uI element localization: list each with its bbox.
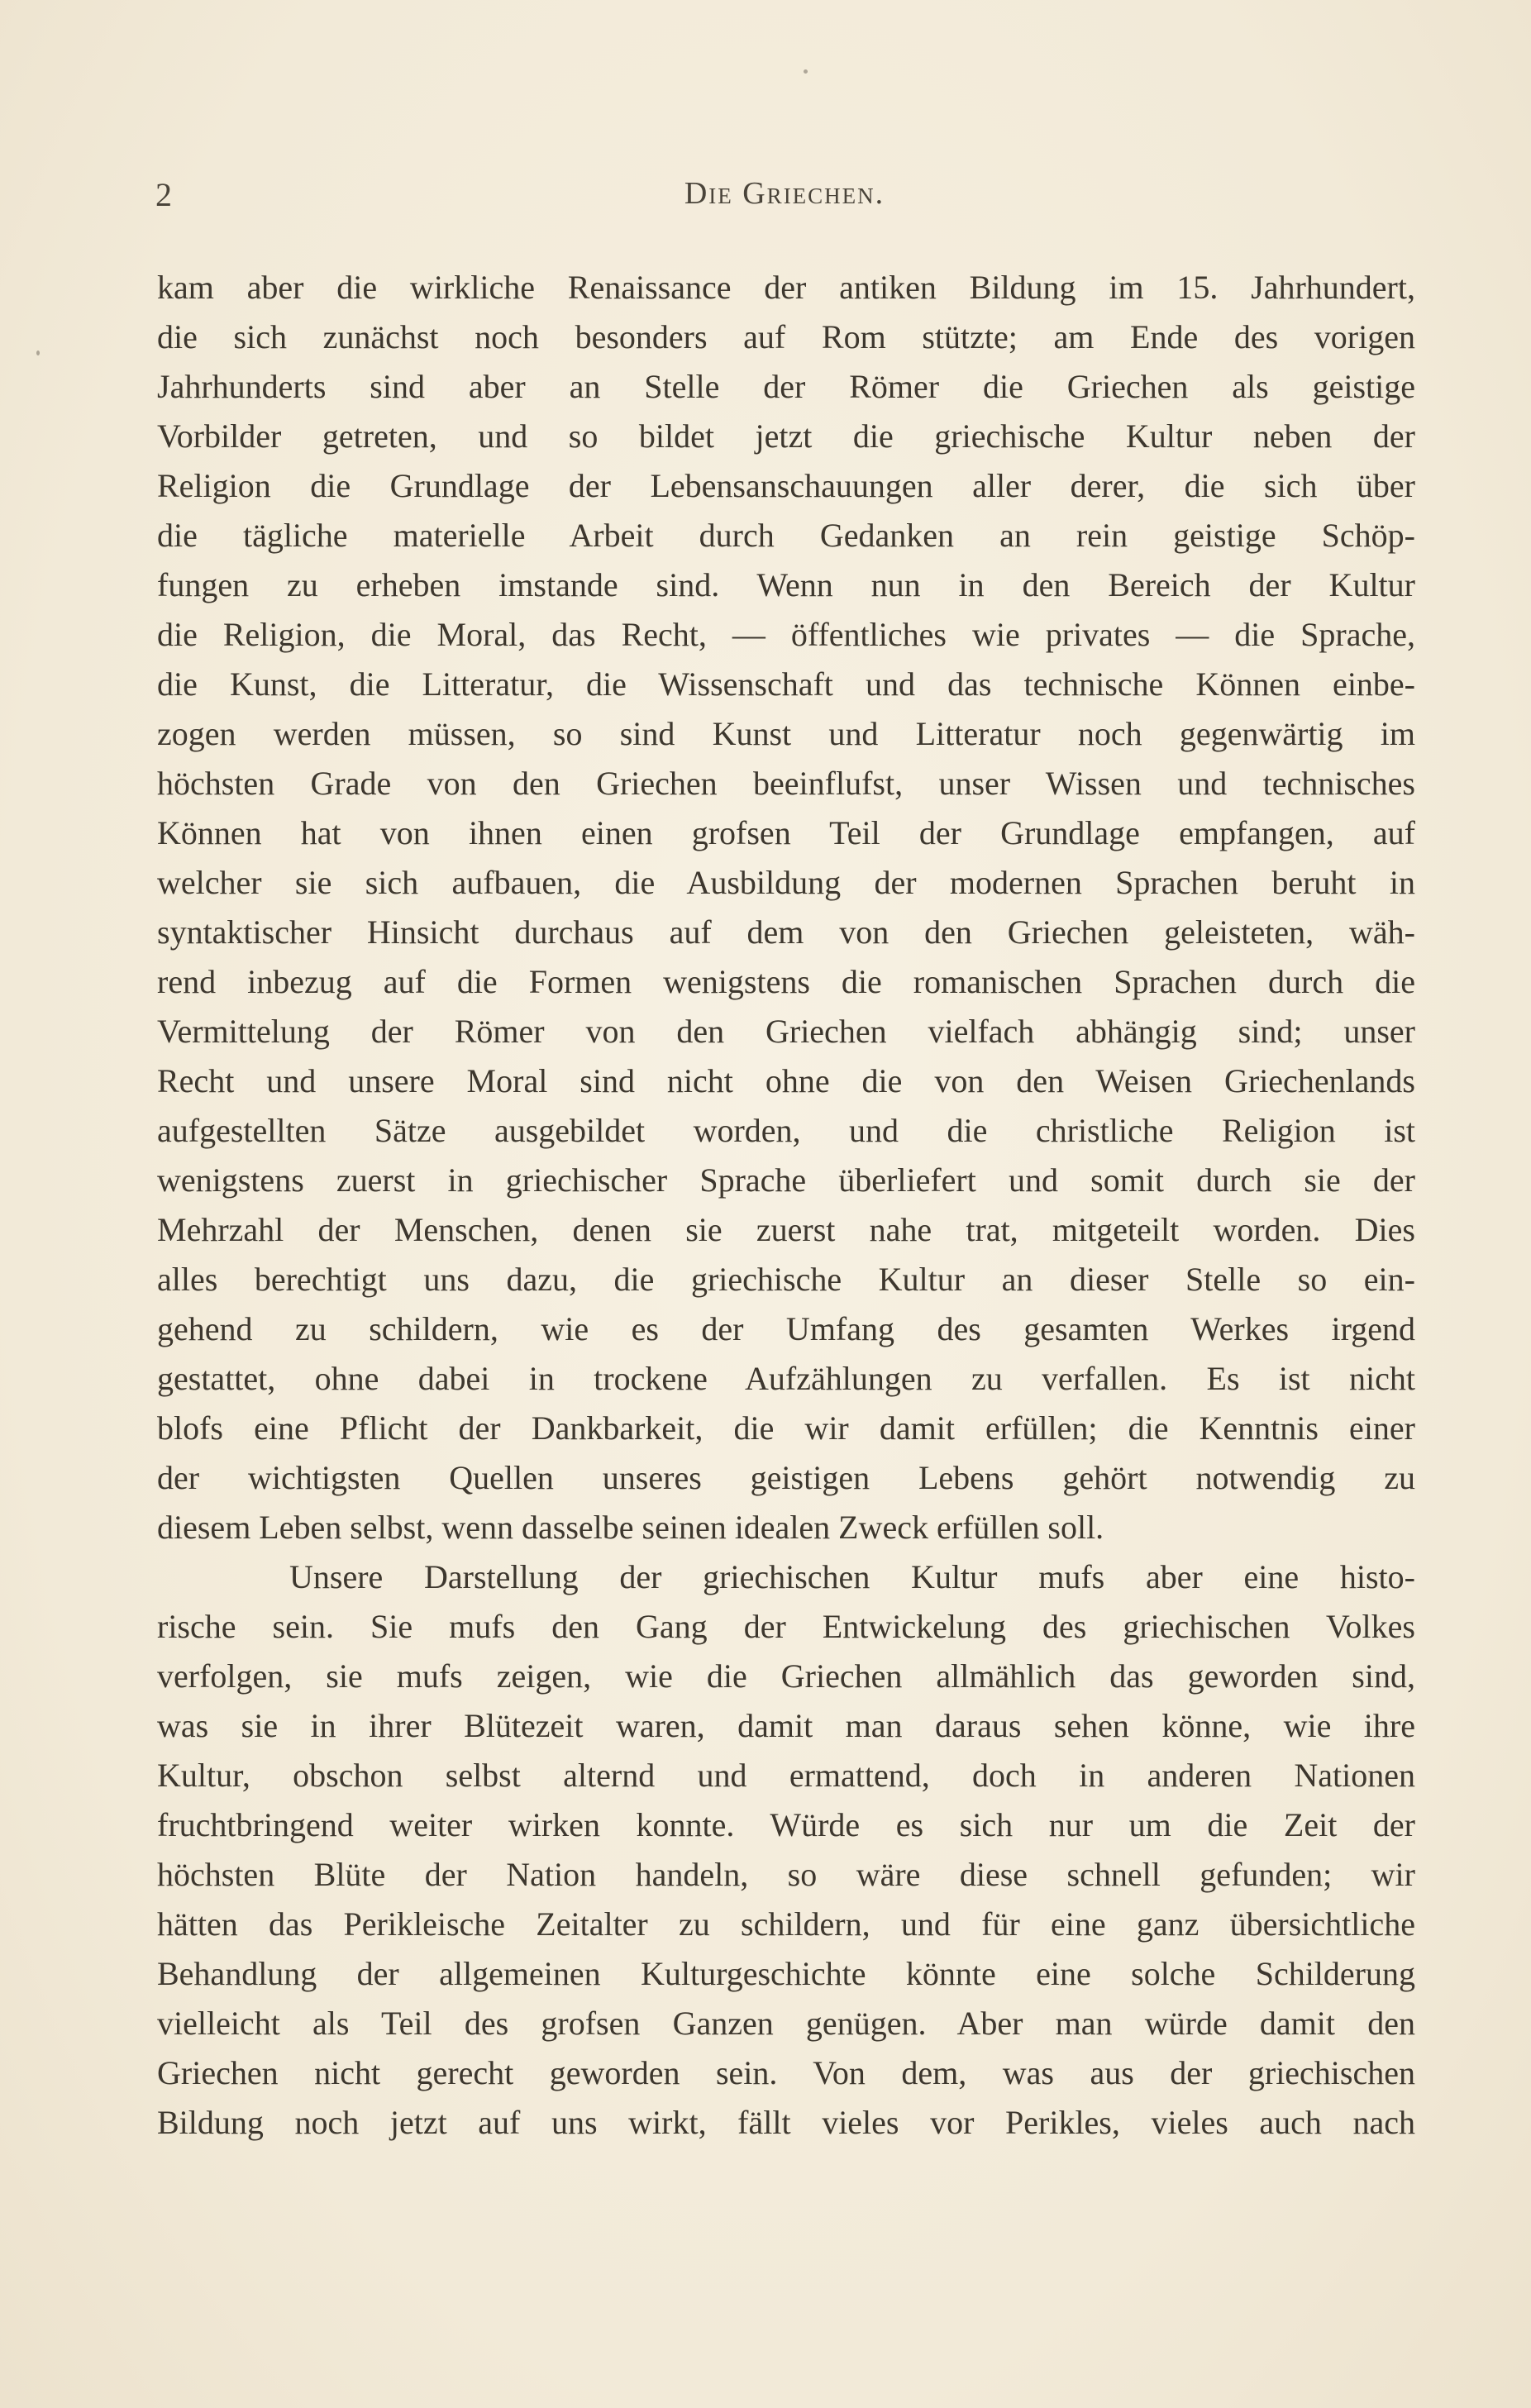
- paragraph-1: [157, 263, 1415, 1552]
- text-line: gehend zu schildern, wie es der Umfang des gesamten Werkes irgend: [157, 1310, 1415, 1347]
- text-line: Vorbilder getreten, und so bildet jetzt die griechische Kultur neben der: [157, 417, 1415, 455]
- text-line: fruchtbringend weiter wirken konnte. Würde es sich nur um die Zeit der: [157, 1806, 1415, 1843]
- text-line: diesem Leben selbst, wenn dasselbe seinen idealen Zweck erfüllen soll.: [157, 1509, 1104, 1546]
- text-line: höchsten Blüte der Nation handeln, so wäre diese schnell gefunden; wir: [157, 1856, 1415, 1893]
- paragraph-2: [157, 1552, 1415, 2148]
- running-title: Die Griechen.: [684, 176, 885, 211]
- text-line: was sie in ihrer Blütezeit waren, damit man daraus sehen könne, wie ihre: [157, 1707, 1415, 1744]
- text-line: Griechen nicht gerecht geworden sein. Von dem, was aus der griechischen: [157, 2054, 1415, 2091]
- text-line: Können hat von ihnen einen grofsen Teil der Grundlage empfangen, auf: [157, 814, 1415, 851]
- text-line: gestattet, ohne dabei in trockene Aufzählungen zu verfallen. Es ist nicht: [157, 1360, 1415, 1397]
- text-line: Jahrhunderts sind aber an Stelle der Römer die Griechen als geistige: [157, 368, 1415, 405]
- text-line: der wichtigsten Quellen unseres geistigen Lebens gehört notwendig zu: [157, 1459, 1415, 1496]
- text-line: kam aber die wirkliche Renaissance der antiken Bildung im 15. Jahrhundert,: [157, 269, 1415, 306]
- text-line: vielleicht als Teil des grofsen Ganzen genügen. Aber man würde damit den: [157, 2005, 1415, 2042]
- text-line: fungen zu erheben imstande sind. Wenn nun in den Bereich der Kultur: [157, 566, 1415, 603]
- page-number: 2: [155, 176, 173, 213]
- text-line: wenigstens zuerst in griechischer Sprache überliefert und somit durch sie der: [157, 1161, 1415, 1199]
- text-line: hätten das Perikleische Zeitalter zu schildern, und für eine ganz übersichtliche: [157, 1905, 1415, 1943]
- text-line: Vermittelung der Römer von den Griechen vielfach abhängig sind; unser: [157, 1013, 1415, 1050]
- running-head: [155, 175, 1414, 225]
- ink-speck-margin: [36, 350, 40, 355]
- text-line: rend inbezug auf die Formen wenigstens die romanischen Sprachen durch die: [157, 963, 1415, 1000]
- text-line: blofs eine Pflicht der Dankbarkeit, die wir damit erfüllen; die Kenntnis einer: [157, 1409, 1415, 1447]
- text-line: Religion die Grundlage der Lebensanschauungen aller derer, die sich über: [157, 467, 1415, 504]
- text-line: Kultur, obschon selbst alternd und ermattend, doch in anderen Nationen: [157, 1757, 1415, 1794]
- text-line: die Kunst, die Litteratur, die Wissenschaft und das technische Können einbe-: [157, 665, 1415, 703]
- text-line: syntaktischer Hinsicht durchaus auf dem von den Griechen geleisteten, wäh-: [157, 913, 1415, 951]
- body-text: [157, 263, 1415, 2148]
- text-line: die tägliche materielle Arbeit durch Gedanken an rein geistige Schöp-: [157, 517, 1415, 554]
- text-line: zogen werden müssen, so sind Kunst und Litteratur noch gegenwärtig im: [157, 715, 1415, 752]
- text-line: verfolgen, sie mufs zeigen, wie die Griechen allmählich das geworden sind,: [157, 1657, 1415, 1695]
- text-line: rische sein. Sie mufs den Gang der Entwickelung des griechischen Volkes: [157, 1608, 1415, 1645]
- ink-speck-top: [804, 69, 808, 74]
- text-line: die sich zunächst noch besonders auf Rom stützte; am Ende des vorigen: [157, 318, 1415, 355]
- text-line: höchsten Grade von den Griechen beeinflufst, unser Wissen und technisches: [157, 765, 1415, 802]
- text-line: aufgestellten Sätze ausgebildet worden, und die christliche Religion ist: [157, 1112, 1415, 1149]
- text-line: Recht und unsere Moral sind nicht ohne die von den Weisen Griechenlands: [157, 1062, 1415, 1099]
- text-line: Behandlung der allgemeinen Kulturgeschichte könnte eine solche Schilderung: [157, 1955, 1415, 1992]
- text-line: Mehrzahl der Menschen, denen sie zuerst nahe trat, mitgeteilt worden. Dies: [157, 1211, 1415, 1248]
- text-line: die Religion, die Moral, das Recht, — öffentliches wie privates — die Sprache,: [157, 616, 1415, 653]
- text-line: Unsere Darstellung der griechischen Kultur mufs aber eine histo-: [289, 1558, 1415, 1595]
- text-line: alles berechtigt uns dazu, die griechische Kultur an dieser Stelle so ein-: [157, 1261, 1415, 1298]
- text-line: Bildung noch jetzt auf uns wirkt, fällt vieles vor Perikles, vieles auch nach: [157, 2104, 1415, 2141]
- text-line: welcher sie sich aufbauen, die Ausbildung der modernen Sprachen beruht in: [157, 864, 1415, 901]
